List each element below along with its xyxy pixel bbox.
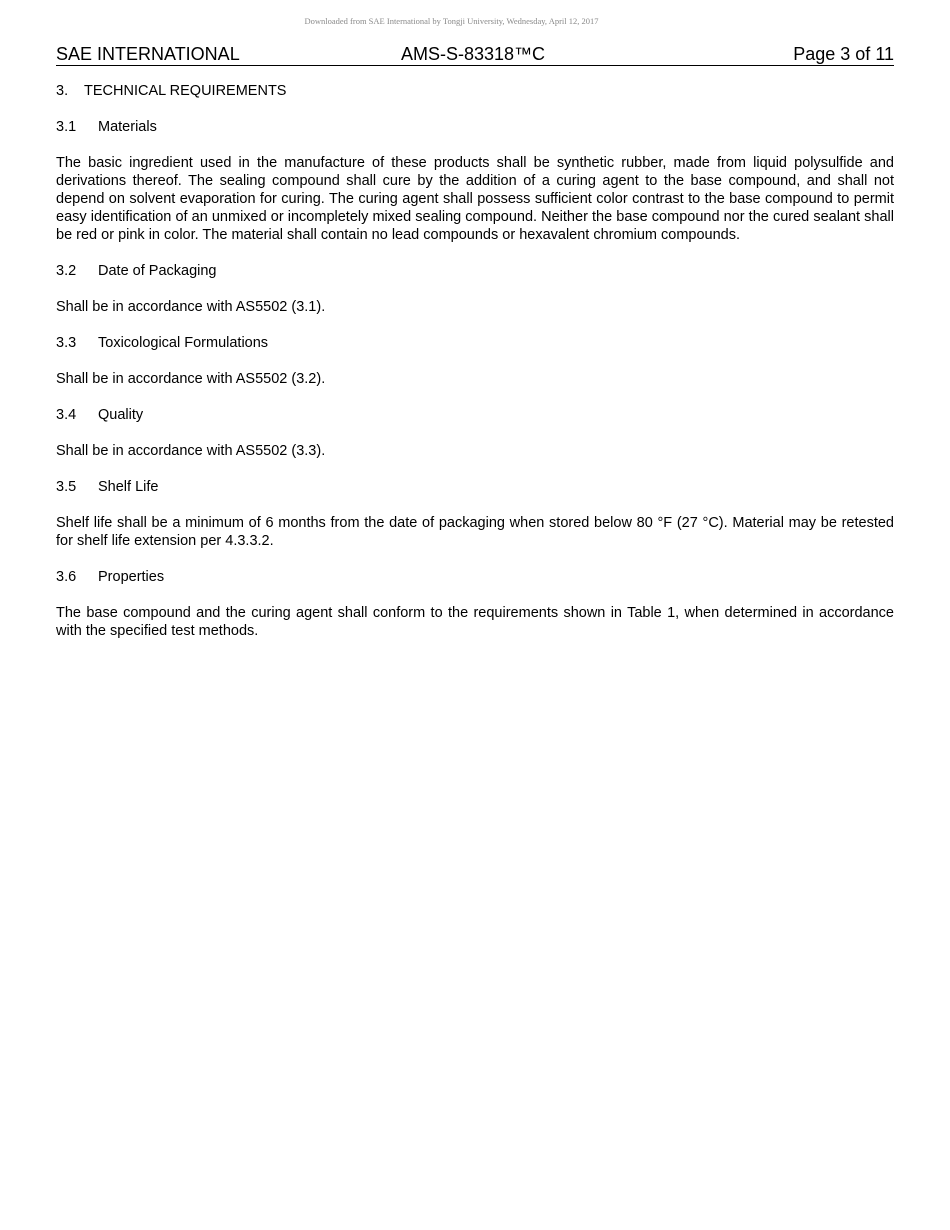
subsection-number: 3.4: [56, 407, 77, 423]
subsection-title: Quality: [98, 407, 144, 423]
subsection-number: 3.6: [56, 569, 77, 585]
subsection-title: Materials: [98, 119, 157, 135]
section-title: TECHNICAL REQUIREMENTS: [84, 83, 287, 99]
header-organization: SAE INTERNATIONAL: [56, 44, 240, 64]
subsection-heading-quality: [56, 406, 894, 424]
header-document-number: AMS-S-83318™C: [401, 44, 546, 64]
subsection-heading-materials: [56, 118, 894, 136]
section-heading: [56, 82, 894, 100]
subsection-number: 3.1: [56, 119, 77, 135]
subsection-number: 3.3: [56, 335, 77, 351]
subsection-heading-date-of-packaging: [56, 262, 894, 280]
subsection-heading-toxicological-formulations: [56, 334, 894, 352]
subsection-heading-shelf-life: [56, 478, 894, 496]
subsection-number: 3.2: [56, 263, 77, 279]
paragraph-materials: The basic ingredient used in the manufacture of these products shall be synthetic rubber, made from liquid polysulfide and derivations thereof. The sealing compound shall cure by the addition of a curing agent to the base compound, and shall not depend on solvent evaporation for curing. The curing agent shall possess sufficient color contrast to the base compound to permit easy identification of an unmixed or incompletely mixed sealing compound. Neither the base compound nor the cured sealant shall be red or pink in color. The material shall contain no lead compounds or hexavalent chromium compounds.: [56, 155, 894, 243]
paragraph-quality: Shall be in accordance with AS5502 (3.3).: [56, 443, 326, 459]
document-body: [56, 82, 894, 658]
subsection-heading-properties: [56, 568, 894, 586]
section-number: 3.: [56, 83, 69, 99]
download-watermark: Downloaded from SAE International by Tongji University, Wednesday, April 12, 2017: [304, 16, 599, 26]
header-page-number: Page 3 of 11: [793, 44, 894, 64]
paragraph-date-of-packaging: Shall be in accordance with AS5502 (3.1).: [56, 299, 326, 315]
paragraph-shelf-life: Shelf life shall be a minimum of 6 months from the date of packaging when stored below 80 °F (27 °C). Material may be retested for shelf life extension per 4.3.3.2.: [56, 515, 894, 549]
subsection-title: Toxicological Formulations: [98, 335, 269, 351]
subsection-title: Shelf Life: [98, 479, 159, 495]
paragraph-toxicological-formulations: Shall be in accordance with AS5502 (3.2).: [56, 371, 326, 387]
subsection-title: Properties: [98, 569, 165, 585]
subsection-number: 3.5: [56, 479, 77, 495]
subsection-title: Date of Packaging: [98, 263, 217, 279]
page-header: [56, 43, 894, 66]
paragraph-properties: The base compound and the curing agent shall conform to the requirements shown in Table 1, when determined in accordance with the specified test methods.: [56, 605, 894, 639]
